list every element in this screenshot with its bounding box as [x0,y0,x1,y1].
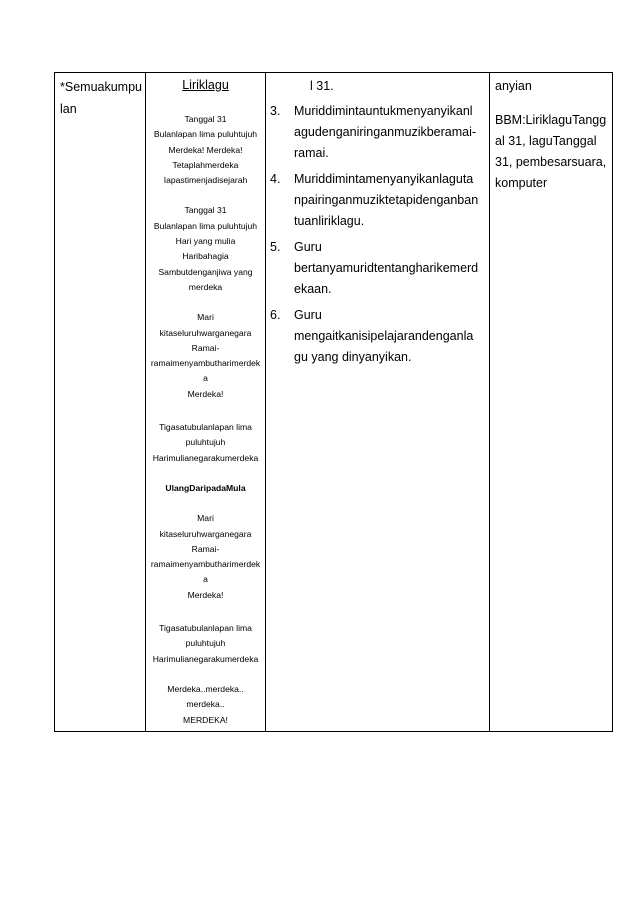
item-line: Guru [294,308,322,322]
lyric-line: merdeka [188,281,223,292]
lyric-line: Tigasatubulanlapan lima [159,422,252,433]
list-item [270,169,485,232]
lyric-line: ramaimenyambutharimerdek [150,559,261,570]
lyric-line: Tanggal 31 [184,205,227,216]
lyric-line: kitaseluruhwarganegara [159,528,252,539]
list-item [270,237,485,300]
lyric-line: Mari [197,513,214,524]
item-line: bertanyamuridtentangharikemerd [294,261,479,275]
item-line: Muriddimintauntukmenyanyikanl [294,104,473,118]
lyric-line: merdeka.. [186,699,225,710]
item-line: npairinganmuziktetapidenganban [294,193,479,207]
item-line: gu yang dinyanyikan. [294,350,412,364]
item-line: Guru [294,240,322,254]
lyric-line: Bulanlapan lima puluhtujuh [153,220,258,231]
item-line: agudenganiringanmuzikberamai- [294,125,477,139]
activity-continuation: l 31. [310,79,334,93]
lyric-line: a [203,574,208,585]
lyrics-body [148,112,263,728]
item-number: 6. [270,308,281,322]
lyric-line: Tigasatubulanlapan lima [159,623,252,634]
lyrics-stanza [148,621,263,667]
lyric-line: Merdeka! [187,589,224,600]
lyric-line: ramaimenyambutharimerdek [150,358,261,369]
lyric-line: Tanggal 31 [184,114,227,124]
lyric-line: puluhtujuh [185,437,226,448]
lyric-line: Merdeka! Merdeka! [168,144,243,155]
lyric-line: Hari yang mulia [175,236,236,247]
lyric-line: Tetaplahmerdeka [172,159,239,170]
lyrics-stanza [148,203,263,295]
lyric-line: Iapastimenjadisejarah [163,175,248,186]
notes-continuation: anyian [495,79,532,93]
item-number: 5. [270,240,281,254]
lyric-line: Ramai- [191,543,220,554]
teaching-aids [495,110,608,194]
lyric-line: a [203,373,208,384]
notes-cell [490,73,613,732]
lyrics-stanza [148,511,263,603]
lyric-line: MERDEKA! [183,714,228,725]
lyrics-stanza [148,420,263,466]
repeat-label: UlangDaripadaMula [165,482,246,493]
lyric-line: Bulanlapan lima puluhtujuh [153,129,258,140]
list-item [270,305,485,368]
item-line: ekaan. [294,282,332,296]
item-line: ramai. [294,146,329,160]
lyric-line: Harimulianegarakumerdeka [152,653,259,664]
lyrics-stanza [148,682,263,728]
lyric-line: Sambutdenganjiwa yang [158,266,253,277]
teaching-aids-line: komputer [495,176,548,190]
table-row [55,73,613,732]
teaching-aids-line: al 31, laguTanggal [495,134,597,148]
lyric-line: Mari [197,312,214,323]
item-number: 4. [270,172,281,186]
organization-cell [55,73,146,732]
lyrics-stanza [148,112,263,188]
lyrics-cell [146,73,266,732]
activities-cell [266,73,490,732]
activity-list [270,101,485,368]
item-line: mengaitkanisipelajarandenganla [294,329,474,343]
lyric-line: kitaseluruhwarganegara [159,327,252,338]
item-line: Muriddimintamenyanyikanlaguta [294,172,474,186]
lyrics-title: Liriklagu [182,78,229,92]
lyric-line: Haribahagia [182,251,229,262]
list-item [270,101,485,164]
lyric-line: Ramai- [191,342,220,353]
organization-line: lan [60,102,77,116]
lyric-line: Harimulianegarakumerdeka [152,452,259,463]
lyric-line: Merdeka..merdeka.. [167,683,244,694]
organization-line: *Semuakumpu [60,80,142,94]
teaching-aids-line: BBM:LiriklaguTangg [495,113,607,127]
lyrics-stanza [148,310,263,402]
item-number: 3. [270,104,281,118]
teaching-aids-line: 31, pembesarsuara, [495,155,607,169]
lyric-line: Merdeka! [187,388,224,399]
lesson-plan-table [54,72,613,732]
item-line: tuanliriklagu. [294,214,365,228]
lyric-line: puluhtujuh [185,638,226,649]
